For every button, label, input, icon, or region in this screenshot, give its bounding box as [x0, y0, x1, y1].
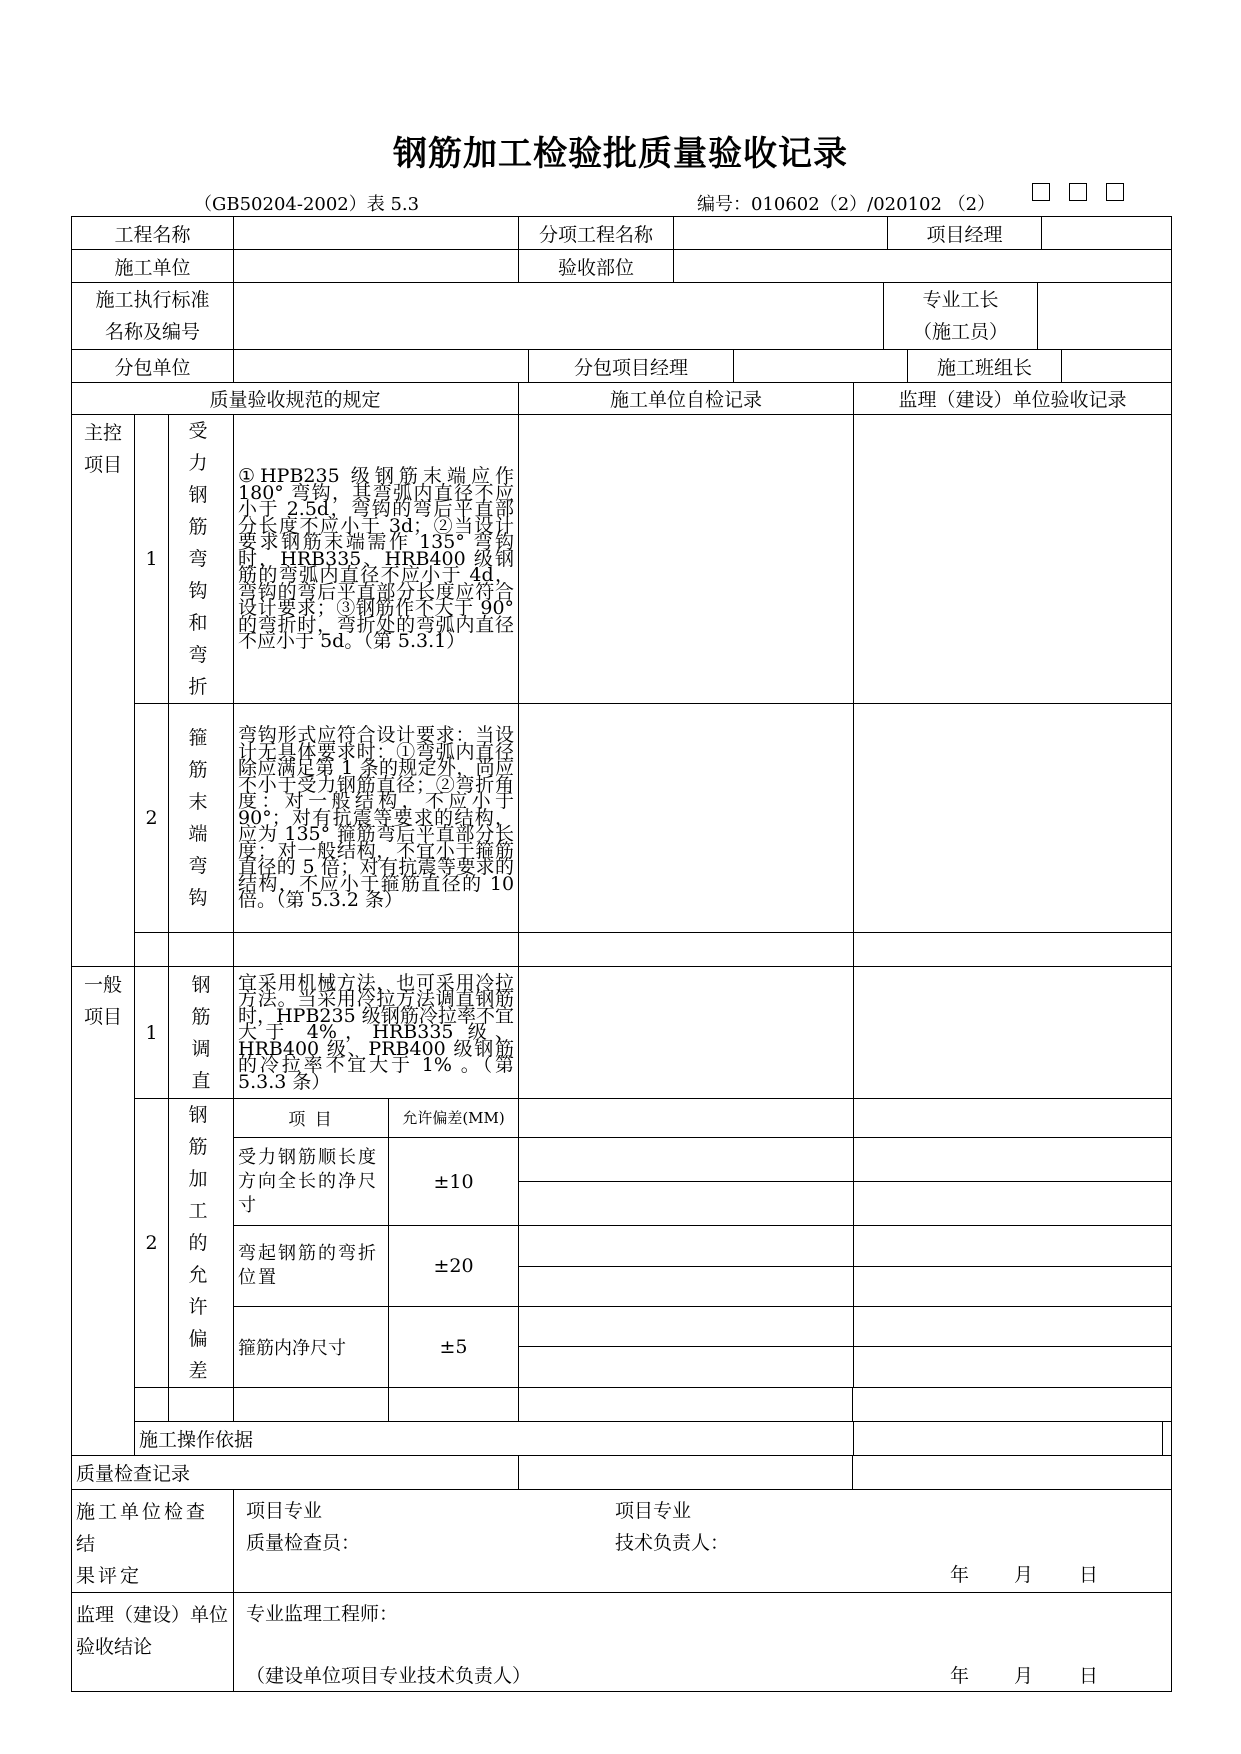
measurement-cell[interactable] — [1044, 1266, 1076, 1267]
sub-project-label: 分项工程名称 — [519, 217, 674, 249]
standard-name-label — [72, 283, 234, 350]
header-subtable-3 — [234, 283, 1171, 349]
measurement-cell[interactable] — [619, 1182, 652, 1183]
sub-manager-value[interactable] — [734, 350, 908, 382]
inspector-line1: 项目专业 — [246, 1500, 323, 1522]
tech-lead-line1: 项目专业 — [615, 1500, 692, 1522]
measurement-cell[interactable] — [586, 1182, 619, 1183]
supervision-eval-line1: 监理（建设）单位 — [76, 1604, 229, 1626]
measurement-cell[interactable] — [854, 1266, 886, 1267]
item-column-header: 项 目 — [234, 1099, 389, 1138]
tolerance-item-1-value: ±10 — [389, 1137, 519, 1226]
measurement-cell[interactable] — [753, 1266, 786, 1267]
measurement-cell[interactable] — [519, 1182, 552, 1183]
measurement-grid — [854, 1181, 1171, 1182]
checkbox-1[interactable] — [1032, 183, 1050, 201]
construction-unit-value[interactable] — [234, 250, 519, 283]
measurement-cell[interactable] — [1012, 1266, 1044, 1267]
acceptance-part-label: 验收部位 — [519, 250, 674, 282]
measurement-cell[interactable] — [1139, 1266, 1171, 1267]
measurement-cell[interactable] — [753, 1347, 786, 1348]
measurement-cell[interactable] — [917, 1182, 949, 1183]
measurement-cell[interactable] — [917, 1347, 949, 1348]
construction-eval-line2: 果评定 — [76, 1565, 143, 1587]
measurement-cell[interactable] — [886, 1266, 918, 1267]
general-blank-self-check[interactable] — [519, 1388, 853, 1421]
tolerance-item-3-value: ±5 — [389, 1306, 519, 1387]
record-value-1[interactable] — [519, 1456, 853, 1489]
measurement-cell[interactable] — [917, 1266, 949, 1267]
tolerance-supervision-header — [854, 1099, 1172, 1138]
record-label: 质量检查记录 — [72, 1456, 519, 1490]
tolerance-item-2-self-check-grid[interactable] — [519, 1226, 854, 1306]
measurement-cell[interactable] — [719, 1266, 752, 1267]
main-item-1-self-check[interactable] — [519, 415, 854, 704]
eval-year: 年 — [950, 1564, 970, 1586]
measurement-cell[interactable] — [820, 1266, 853, 1267]
main-item-2-supervision[interactable] — [854, 704, 1172, 933]
subcontractor-value[interactable] — [234, 350, 529, 382]
record-value-2[interactable] — [853, 1456, 1172, 1489]
measurement-cell[interactable] — [619, 1347, 652, 1348]
foreman-line1: 专业工长 — [922, 289, 999, 311]
measurement-cell[interactable] — [753, 1182, 786, 1183]
measurement-cell[interactable] — [949, 1266, 981, 1267]
measurement-cell[interactable] — [653, 1347, 686, 1348]
tech-lead-line2: 技术负责人： — [615, 1532, 730, 1554]
measurement-cell[interactable] — [1076, 1182, 1108, 1183]
measurement-cell[interactable] — [552, 1182, 585, 1183]
sub-project-value[interactable] — [674, 217, 888, 249]
measurement-cell[interactable] — [886, 1182, 918, 1183]
measurement-cell[interactable] — [886, 1347, 918, 1348]
record-subtable — [519, 1456, 1171, 1489]
standard-name-line1: 施工执行标准 — [95, 289, 210, 311]
main-blank-self-check[interactable] — [519, 933, 854, 967]
tolerance-item-2-value: ±20 — [389, 1226, 519, 1306]
measurement-cell[interactable] — [854, 1182, 886, 1183]
basis-subtable — [854, 1422, 1171, 1455]
general-blank-supervision[interactable] — [853, 1388, 1172, 1421]
measurement-cell[interactable] — [586, 1266, 619, 1267]
main-item-1-text: ①HPB235 级钢筋末端应作 180° 弯钩，其弯弧内直径不应小于 2.5d，弯钩的弯后平直部分长度不应小于 3d；②当设计要求钢筋末端需作 135° 弯钩时，HRB335、HRB400 级钢筋的弯弧内直径不应小于 4d，弯钩的弯后平直部分长度应符合设计要求；③钢筋作不大于 90° 的弯折时，弯折处的弯弧内直径不应小于 5d。（第 5.3.1） — [234, 415, 519, 704]
eval-day: 日 — [1079, 1564, 1099, 1586]
general-blank-name[interactable] — [169, 1388, 234, 1422]
standard-name-value[interactable] — [234, 283, 884, 349]
owner-rep-label: （建设单位项目专业技术负责人） — [246, 1665, 532, 1687]
measurement-grid — [519, 1181, 853, 1182]
measurement-cell[interactable] — [686, 1266, 719, 1267]
header-subtable-4 — [234, 350, 1171, 382]
basis-value-2[interactable] — [1163, 1422, 1172, 1455]
tolerance-item-1-name: 受力钢筋顺长度方向全长的净尺寸 — [234, 1137, 389, 1226]
project-name-value[interactable] — [234, 217, 519, 250]
construction-eval-area[interactable] — [234, 1490, 1172, 1593]
measurement-cell[interactable] — [619, 1266, 652, 1267]
sub-manager-label: 分包项目经理 — [529, 350, 734, 382]
general-item-1-self-check[interactable] — [519, 967, 854, 1099]
measurement-cell[interactable] — [1108, 1347, 1140, 1348]
acceptance-record-table — [71, 216, 1172, 1692]
header-subtable-1 — [519, 217, 1171, 249]
acceptance-part-value[interactable] — [674, 250, 1172, 282]
tolerance-item-3-supervision-grid[interactable] — [854, 1306, 1172, 1387]
construction-eval-line1: 施工单位检查结 — [76, 1501, 209, 1555]
basis-value-1[interactable] — [854, 1422, 1163, 1455]
construction-eval-label — [72, 1490, 234, 1593]
measurement-cell[interactable] — [949, 1347, 981, 1348]
main-blank-supervision[interactable] — [854, 933, 1172, 967]
project-manager-value[interactable] — [1042, 217, 1172, 249]
team-leader-label: 施工班组长 — [908, 350, 1062, 382]
main-blank-name[interactable] — [169, 933, 234, 967]
main-item-2-text: 弯钩形式应符合设计要求：当设计无具体要求时：①弯弧内直径除应满足第 1 条的规定外，尚应不小于受力钢筋直径；②弯折角度：对一般结构，不应小于 90°；对有抗震等要求的结构，应为 135° 箍筋弯后平直部分长度：对一般结构，不宜小于箍筋直径的 5 倍；对有抗震等要求的结构，不应小于箍筋直径的 10 倍。（第 5.3.2 条） — [234, 704, 519, 933]
general-item-2-no: 2 — [135, 1099, 169, 1388]
document-title: 钢筋加工检验批质量验收记录 — [393, 134, 848, 174]
tolerance-column-header: 允许偏差(MM) — [389, 1099, 519, 1138]
eval-month: 月 — [1014, 1564, 1034, 1586]
team-leader-value[interactable] — [1062, 350, 1172, 382]
measurement-grid — [519, 1266, 853, 1267]
measurement-cell[interactable] — [1139, 1182, 1171, 1183]
supervisor-label: 专业监理工程师： — [246, 1603, 399, 1625]
measurement-cell[interactable] — [686, 1347, 719, 1348]
measurement-cell[interactable] — [1108, 1266, 1140, 1267]
main-blank-no[interactable] — [135, 933, 169, 967]
main-item-1-supervision[interactable] — [854, 415, 1172, 704]
general-items-label: 一般项目 — [72, 967, 135, 1456]
measurement-cell[interactable] — [653, 1182, 686, 1183]
measurement-cell[interactable] — [1108, 1182, 1140, 1183]
spec-column-header: 质量验收规范的规定 — [72, 383, 519, 415]
supervision-day: 日 — [1079, 1665, 1099, 1687]
checkbox-2[interactable] — [1069, 183, 1087, 201]
standard-name-line2: 名称及编号 — [105, 321, 201, 343]
supervision-year: 年 — [950, 1665, 970, 1687]
measurement-cell[interactable] — [653, 1266, 686, 1267]
general-blank-tolerance[interactable] — [389, 1388, 519, 1422]
subcontractor-label: 分包单位 — [72, 350, 234, 383]
measurement-grid — [519, 1346, 853, 1347]
inspector-line2: 质量检查员： — [246, 1532, 361, 1554]
tolerance-self-check-header — [519, 1099, 854, 1138]
construction-unit-label: 施工单位 — [72, 250, 234, 283]
measurement-cell[interactable] — [1076, 1266, 1108, 1267]
measurement-cell[interactable] — [1076, 1347, 1108, 1348]
general-item-1-no: 1 — [135, 967, 169, 1099]
tolerance-item-1-self-check-grid[interactable] — [519, 1137, 854, 1226]
measurement-cell[interactable] — [719, 1182, 752, 1183]
measurement-cell[interactable] — [949, 1182, 981, 1183]
main-items-label: 主控项目 — [72, 415, 135, 967]
tolerance-item-2-name: 弯起钢筋的弯折位置 — [234, 1226, 389, 1306]
main-item-1-name: 受力钢筋弯钩和弯折 — [169, 415, 234, 704]
main-item-2-no: 2 — [135, 704, 169, 933]
measurement-cell[interactable] — [981, 1182, 1013, 1183]
record-number: 编号：010602（2）/020102 （2） — [697, 194, 996, 215]
basis-label: 施工操作依据 — [135, 1422, 854, 1456]
measurement-grid — [854, 1266, 1171, 1267]
project-manager-label: 项目经理 — [888, 217, 1042, 249]
foreman-line2: （施工员） — [913, 321, 1009, 343]
general-item-1-supervision[interactable] — [854, 967, 1172, 1099]
tolerance-item-3-self-check-grid[interactable] — [519, 1306, 854, 1387]
header-subtable-2 — [519, 250, 1171, 282]
tolerance-item-1-supervision-grid[interactable] — [854, 1137, 1172, 1226]
general-blank-subtable — [519, 1388, 1171, 1421]
measurement-cell[interactable] — [719, 1347, 752, 1348]
general-blank-no[interactable] — [135, 1388, 169, 1422]
measurement-cell[interactable] — [786, 1266, 819, 1267]
main-item-1-no: 1 — [135, 415, 169, 704]
supervision-eval-label — [72, 1593, 234, 1692]
general-blank-item[interactable] — [234, 1388, 389, 1422]
measurement-cell[interactable] — [519, 1266, 552, 1267]
measurement-cell[interactable] — [1044, 1182, 1076, 1183]
main-item-2-name: 箍筋末端弯钩 — [169, 704, 234, 933]
checkbox-3[interactable] — [1106, 183, 1124, 201]
supervision-eval-area[interactable] — [234, 1593, 1172, 1692]
general-item-1-text: 宜采用机械方法，也可采用冷拉方法。当采用冷拉方法调直钢筋时，HPB235 级钢筋冷拉率不宜大于 4%，HRB335 级、HRB400 级、PRB400 级钢筋的冷拉率不宜大于 1% 。（第 5.3.3 条） — [234, 967, 519, 1099]
measurement-cell[interactable] — [981, 1266, 1013, 1267]
foreman-label — [884, 283, 1038, 349]
measurement-cell[interactable] — [1012, 1182, 1044, 1183]
measurement-cell[interactable] — [1012, 1347, 1044, 1348]
supervision-column-header: 监理（建设）单位验收记录 — [854, 383, 1172, 415]
measurement-cell[interactable] — [552, 1266, 585, 1267]
tolerance-item-3-name: 箍筋内净尺寸 — [234, 1306, 389, 1387]
general-item-1-name: 钢筋调直 — [169, 967, 234, 1099]
measurement-cell[interactable] — [1044, 1347, 1076, 1348]
measurement-grid — [854, 1346, 1171, 1347]
measurement-cell[interactable] — [519, 1347, 552, 1348]
main-item-2-self-check[interactable] — [519, 704, 854, 933]
supervision-month: 月 — [1014, 1665, 1034, 1687]
foreman-value[interactable] — [1038, 283, 1172, 349]
measurement-cell[interactable] — [586, 1347, 619, 1348]
general-item-2-name: 钢筋加工的允许偏差 — [169, 1099, 234, 1388]
tolerance-item-2-supervision-grid[interactable] — [854, 1226, 1172, 1306]
measurement-cell[interactable] — [552, 1347, 585, 1348]
measurement-cell[interactable] — [786, 1182, 819, 1183]
measurement-cell[interactable] — [854, 1347, 886, 1348]
measurement-cell[interactable] — [820, 1347, 853, 1348]
supervision-eval-line2: 验收结论 — [76, 1636, 153, 1658]
standard-code: （GB50204-2002）表 5.3 — [194, 194, 420, 215]
measurement-cell[interactable] — [786, 1347, 819, 1348]
measurement-cell[interactable] — [1139, 1347, 1171, 1348]
measurement-cell[interactable] — [820, 1182, 853, 1183]
main-blank-text[interactable] — [234, 933, 519, 967]
measurement-cell[interactable] — [686, 1182, 719, 1183]
project-name-label: 工程名称 — [72, 217, 234, 250]
self-check-column-header: 施工单位自检记录 — [519, 383, 854, 415]
measurement-cell[interactable] — [981, 1347, 1013, 1348]
